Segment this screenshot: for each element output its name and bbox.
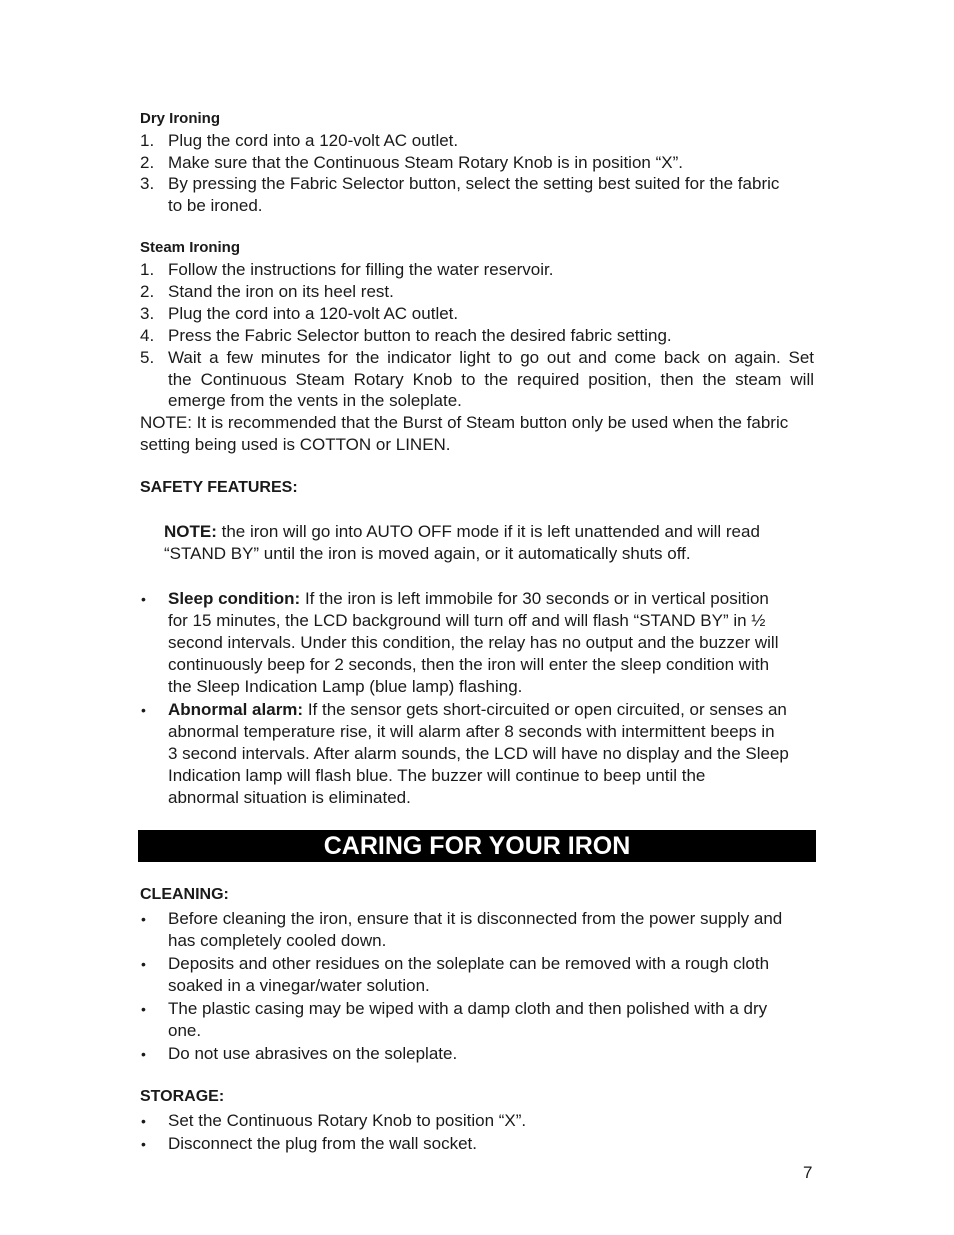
step-text: Make sure that the Continuous Steam Rotary Knob is in position “X”. — [168, 153, 683, 172]
bullet-icon: • — [141, 911, 146, 927]
storage-heading: STORAGE: — [140, 1088, 225, 1105]
safety-note-text: the iron will go into AUTO OFF mode if it is left unattended and will read — [216, 522, 760, 541]
step-text-continued: emerge from the vents in the soleplate. — [168, 391, 462, 410]
step-number: 2. — [140, 282, 155, 301]
step-number: 3. — [140, 304, 155, 323]
step-text: Stand the iron on its heel rest. — [168, 282, 394, 301]
sleep-condition-item — [168, 588, 769, 610]
cleaning-item-continued: soaked in a vinegar/water solution. — [168, 976, 430, 995]
abnormal-alarm-text: If the sensor gets short-circuited or open circuited, or senses an — [303, 700, 787, 719]
cleaning-item: Deposits and other residues on the soleplate can be removed with a rough cloth — [168, 954, 770, 973]
step-number: 1. — [140, 131, 155, 150]
step-number: 2. — [140, 153, 155, 172]
step-text: Press the Fabric Selector button to reach the desired fabric setting. — [168, 326, 672, 345]
step-text: Plug the cord into a 120-volt AC outlet. — [168, 304, 459, 323]
sleep-condition-text: for 15 minutes, the LCD background will turn off and will flash “STAND BY” in ½ — [168, 611, 766, 630]
dry-ironing-heading: Dry Ironing — [140, 110, 221, 127]
sleep-condition-label: Sleep condition: — [168, 589, 301, 608]
storage-item: Set the Continuous Rotary Knob to position “X”. — [168, 1111, 527, 1130]
safety-note-continued: “STAND BY” until the iron is moved again, or it automatically shuts off. — [164, 544, 691, 563]
abnormal-alarm-label: Abnormal alarm: — [168, 700, 304, 719]
abnormal-alarm-item — [168, 699, 787, 721]
safety-features-heading: SAFETY FEATURES: — [140, 479, 298, 496]
step-text: Plug the cord into a 120-volt AC outlet. — [168, 131, 459, 150]
bullet-icon: • — [141, 591, 146, 607]
cleaning-item: Before cleaning the iron, ensure that it is disconnected from the power supply and — [168, 909, 783, 928]
step-text: Follow the instructions for filling the water reservoir. — [168, 260, 554, 279]
bullet-icon: • — [141, 1113, 146, 1129]
bullet-icon: • — [141, 1046, 146, 1062]
step-number: 3. — [140, 174, 155, 193]
abnormal-alarm-text: 3 second intervals. After alarm sounds, the LCD will have no display and the Sleep — [168, 744, 789, 763]
step-text: Wait a few minutes for the indicator light to go out and come back on again. Set — [168, 348, 814, 367]
bullet-icon: • — [141, 1001, 146, 1017]
step-text-continued: the Continuous Steam Rotary Knob to the required position, then the steam will — [168, 370, 814, 389]
cleaning-item-continued: has completely cooled down. — [168, 931, 387, 950]
cleaning-item: The plastic casing may be wiped with a damp cloth and then polished with a dry — [168, 999, 768, 1018]
bullet-icon: • — [141, 956, 146, 972]
steam-note: NOTE: It is recommended that the Burst of Steam button only be used when the fabric — [140, 413, 789, 432]
storage-item: Disconnect the plug from the wall socket. — [168, 1134, 477, 1153]
bullet-icon: • — [141, 702, 146, 718]
steam-ironing-heading: Steam Ironing — [140, 239, 241, 256]
page-number: 7 — [803, 1163, 813, 1182]
section-banner: CARING FOR YOUR IRON — [138, 830, 816, 862]
abnormal-alarm-text: abnormal temperature rise, it will alarm after 8 seconds with intermittent beeps in — [168, 722, 775, 741]
sleep-condition-text: If the iron is left immobile for 30 seconds or in vertical position — [300, 589, 769, 608]
sleep-condition-text: the Sleep Indication Lamp (blue lamp) flashing. — [168, 677, 523, 696]
abnormal-alarm-text: Indication lamp will flash blue. The buzzer will continue to beep until the — [168, 766, 706, 785]
step-number: 4. — [140, 326, 155, 345]
bullet-icon: • — [141, 1136, 146, 1152]
safety-note — [164, 521, 760, 543]
cleaning-heading: CLEANING: — [140, 886, 229, 903]
sleep-condition-text: continuously beep for 2 seconds, then the iron will enter the sleep condition with — [168, 655, 770, 674]
step-text-continued: to be ironed. — [168, 196, 263, 215]
note-label: NOTE: — [164, 522, 217, 541]
sleep-condition-text: second intervals. Under this condition, the relay has no output and the buzzer will — [168, 633, 779, 652]
abnormal-alarm-text: abnormal situation is eliminated. — [168, 788, 411, 807]
step-number: 5. — [140, 348, 155, 367]
steam-note-continued: setting being used is COTTON or LINEN. — [140, 435, 451, 454]
cleaning-item-continued: one. — [168, 1021, 202, 1040]
cleaning-item: Do not use abrasives on the soleplate. — [168, 1044, 458, 1063]
step-text: By pressing the Fabric Selector button, select the setting best suited for the fabric — [168, 174, 780, 193]
step-number: 1. — [140, 260, 155, 279]
